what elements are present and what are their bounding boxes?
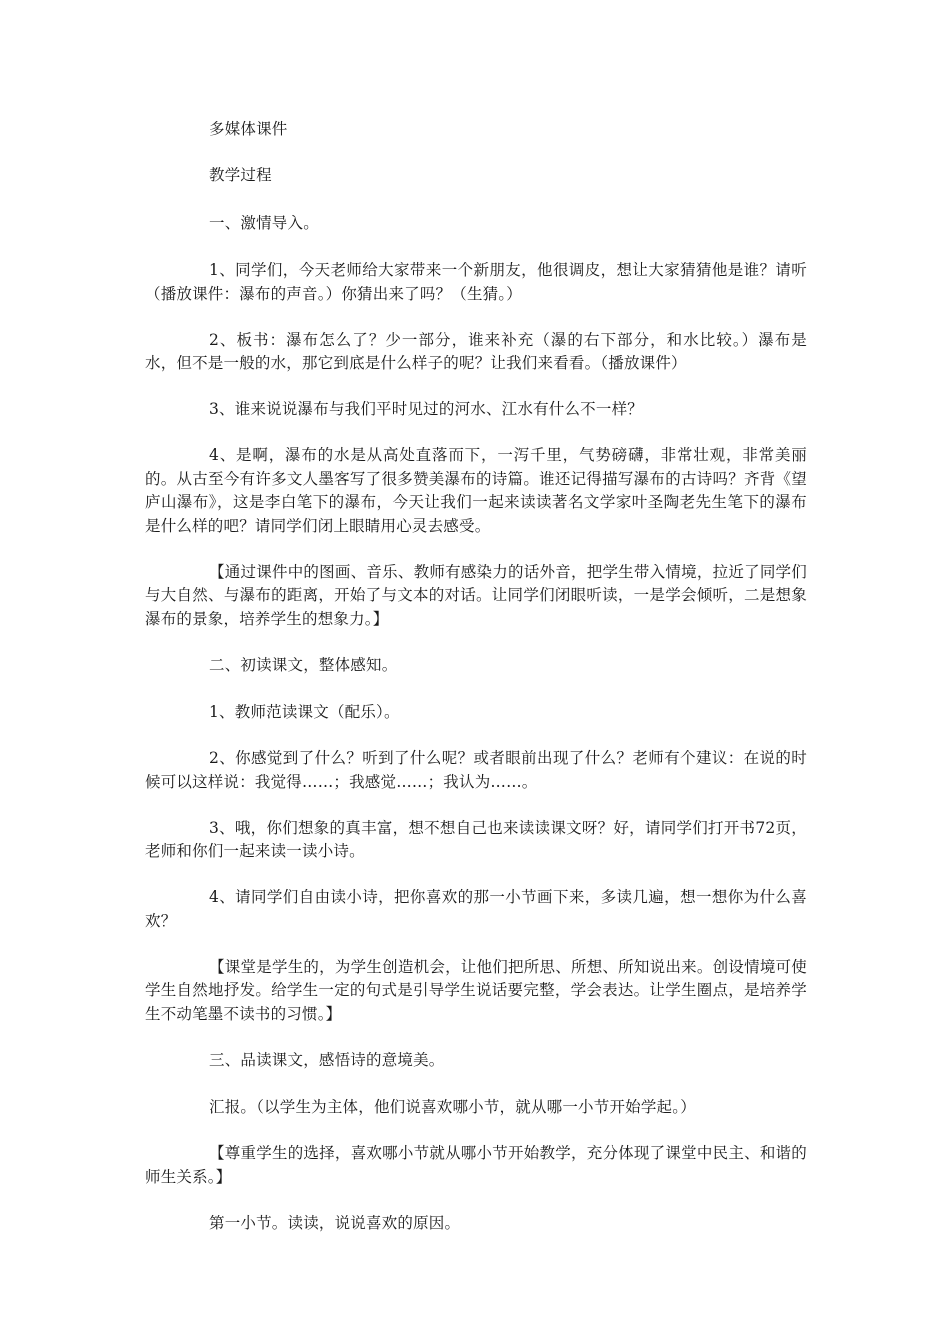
paragraph: 3、谁来说说瀑布与我们平时见过的河水、江水有什么不一样？ [209, 400, 643, 418]
section-heading-1: 一、激情导入。 [209, 213, 319, 232]
teaching-commentary: 【通过课件中的图画、音乐、教师有感染力的话外音，把学生带入情境，拉近了同学们与大自然、与瀑布的距离，开始了与文本的对话。让同学们闭眼听读，一是学会倾听，二是想象瀑布的景象，培养学生的想象力。】 [145, 562, 807, 628]
teaching-commentary: 【课堂是学生的，为学生创造机会，让他们把所思、所想、所知说出来。创设情境可使学生自然地抒发。给学生一定的句式是引导学生说话要完整，学会表达。让学生圈点，是培养学生不动笔墨不读书的习惯。】 [145, 957, 807, 1023]
paragraph: 第一小节。读读，说说喜欢的原因。 [209, 1213, 461, 1232]
paragraph: 2、你感觉到了什么？听到了什么呢？或者眼前出现了什么？老师有个建议：在说的时候可以这样说：我觉得……；我感觉……；我认为……。 [145, 749, 807, 791]
paragraph: 汇报。（以学生为主体，他们说喜欢哪小节，就从哪一小节开始学起。） [209, 1098, 696, 1116]
teaching-process-heading: 教学过程 [209, 166, 272, 184]
document-page [145, 118, 807, 1258]
paragraph: 4、是啊，瀑布的水是从高处直落而下，一泻千里，气势磅礴，非常壮观，非常美丽的。从古至今有许多文人墨客写了很多赞美瀑布的诗篇。谁还记得描写瀑布的古诗吗？齐背《望庐山瀑布》，这是李白笔下的瀑布，今天让我们一起来读读著名文学家叶圣陶老先生笔下的瀑布是什么样的吧？请同学们闭上眼睛用心灵去感受。 [145, 446, 807, 535]
paragraph: 2、板书：瀑布怎么了？少一部分，谁来补充（瀑的右下部分，和水比较。）瀑布是水，但不是一般的水，那它到底是什么样子的呢？让我们来看看。（播放课件） [145, 330, 807, 372]
section-heading-3: 三、品读课文，感悟诗的意境美。 [209, 1050, 445, 1069]
materials-line: 多媒体课件 [209, 120, 288, 138]
paragraph: 4、请同学们自由读小诗，把你喜欢的那一小节画下来，多读几遍，想一想你为什么喜欢？ [145, 888, 807, 930]
paragraph: 1、教师范读课文（配乐）。 [209, 703, 400, 721]
section-heading-2: 二、初读课文，整体感知。 [209, 655, 398, 674]
teaching-commentary: 【尊重学生的选择，喜欢哪小节就从哪小节开始教学，充分体现了课堂中民主、和谐的师生关系。】 [145, 1144, 807, 1186]
paragraph: 3、哦，你们想象的真丰富，想不想自己也来读读课文呀？好，请同学们打开书72页，老师和你们一起来读一读小诗。 [145, 818, 807, 860]
paragraph: 1、同学们，今天老师给大家带来一个新朋友，他很调皮，想让大家猜猜他是谁？请听（播放课件：瀑布的声音。）你猜出来了吗？（生猜。） [145, 261, 807, 303]
